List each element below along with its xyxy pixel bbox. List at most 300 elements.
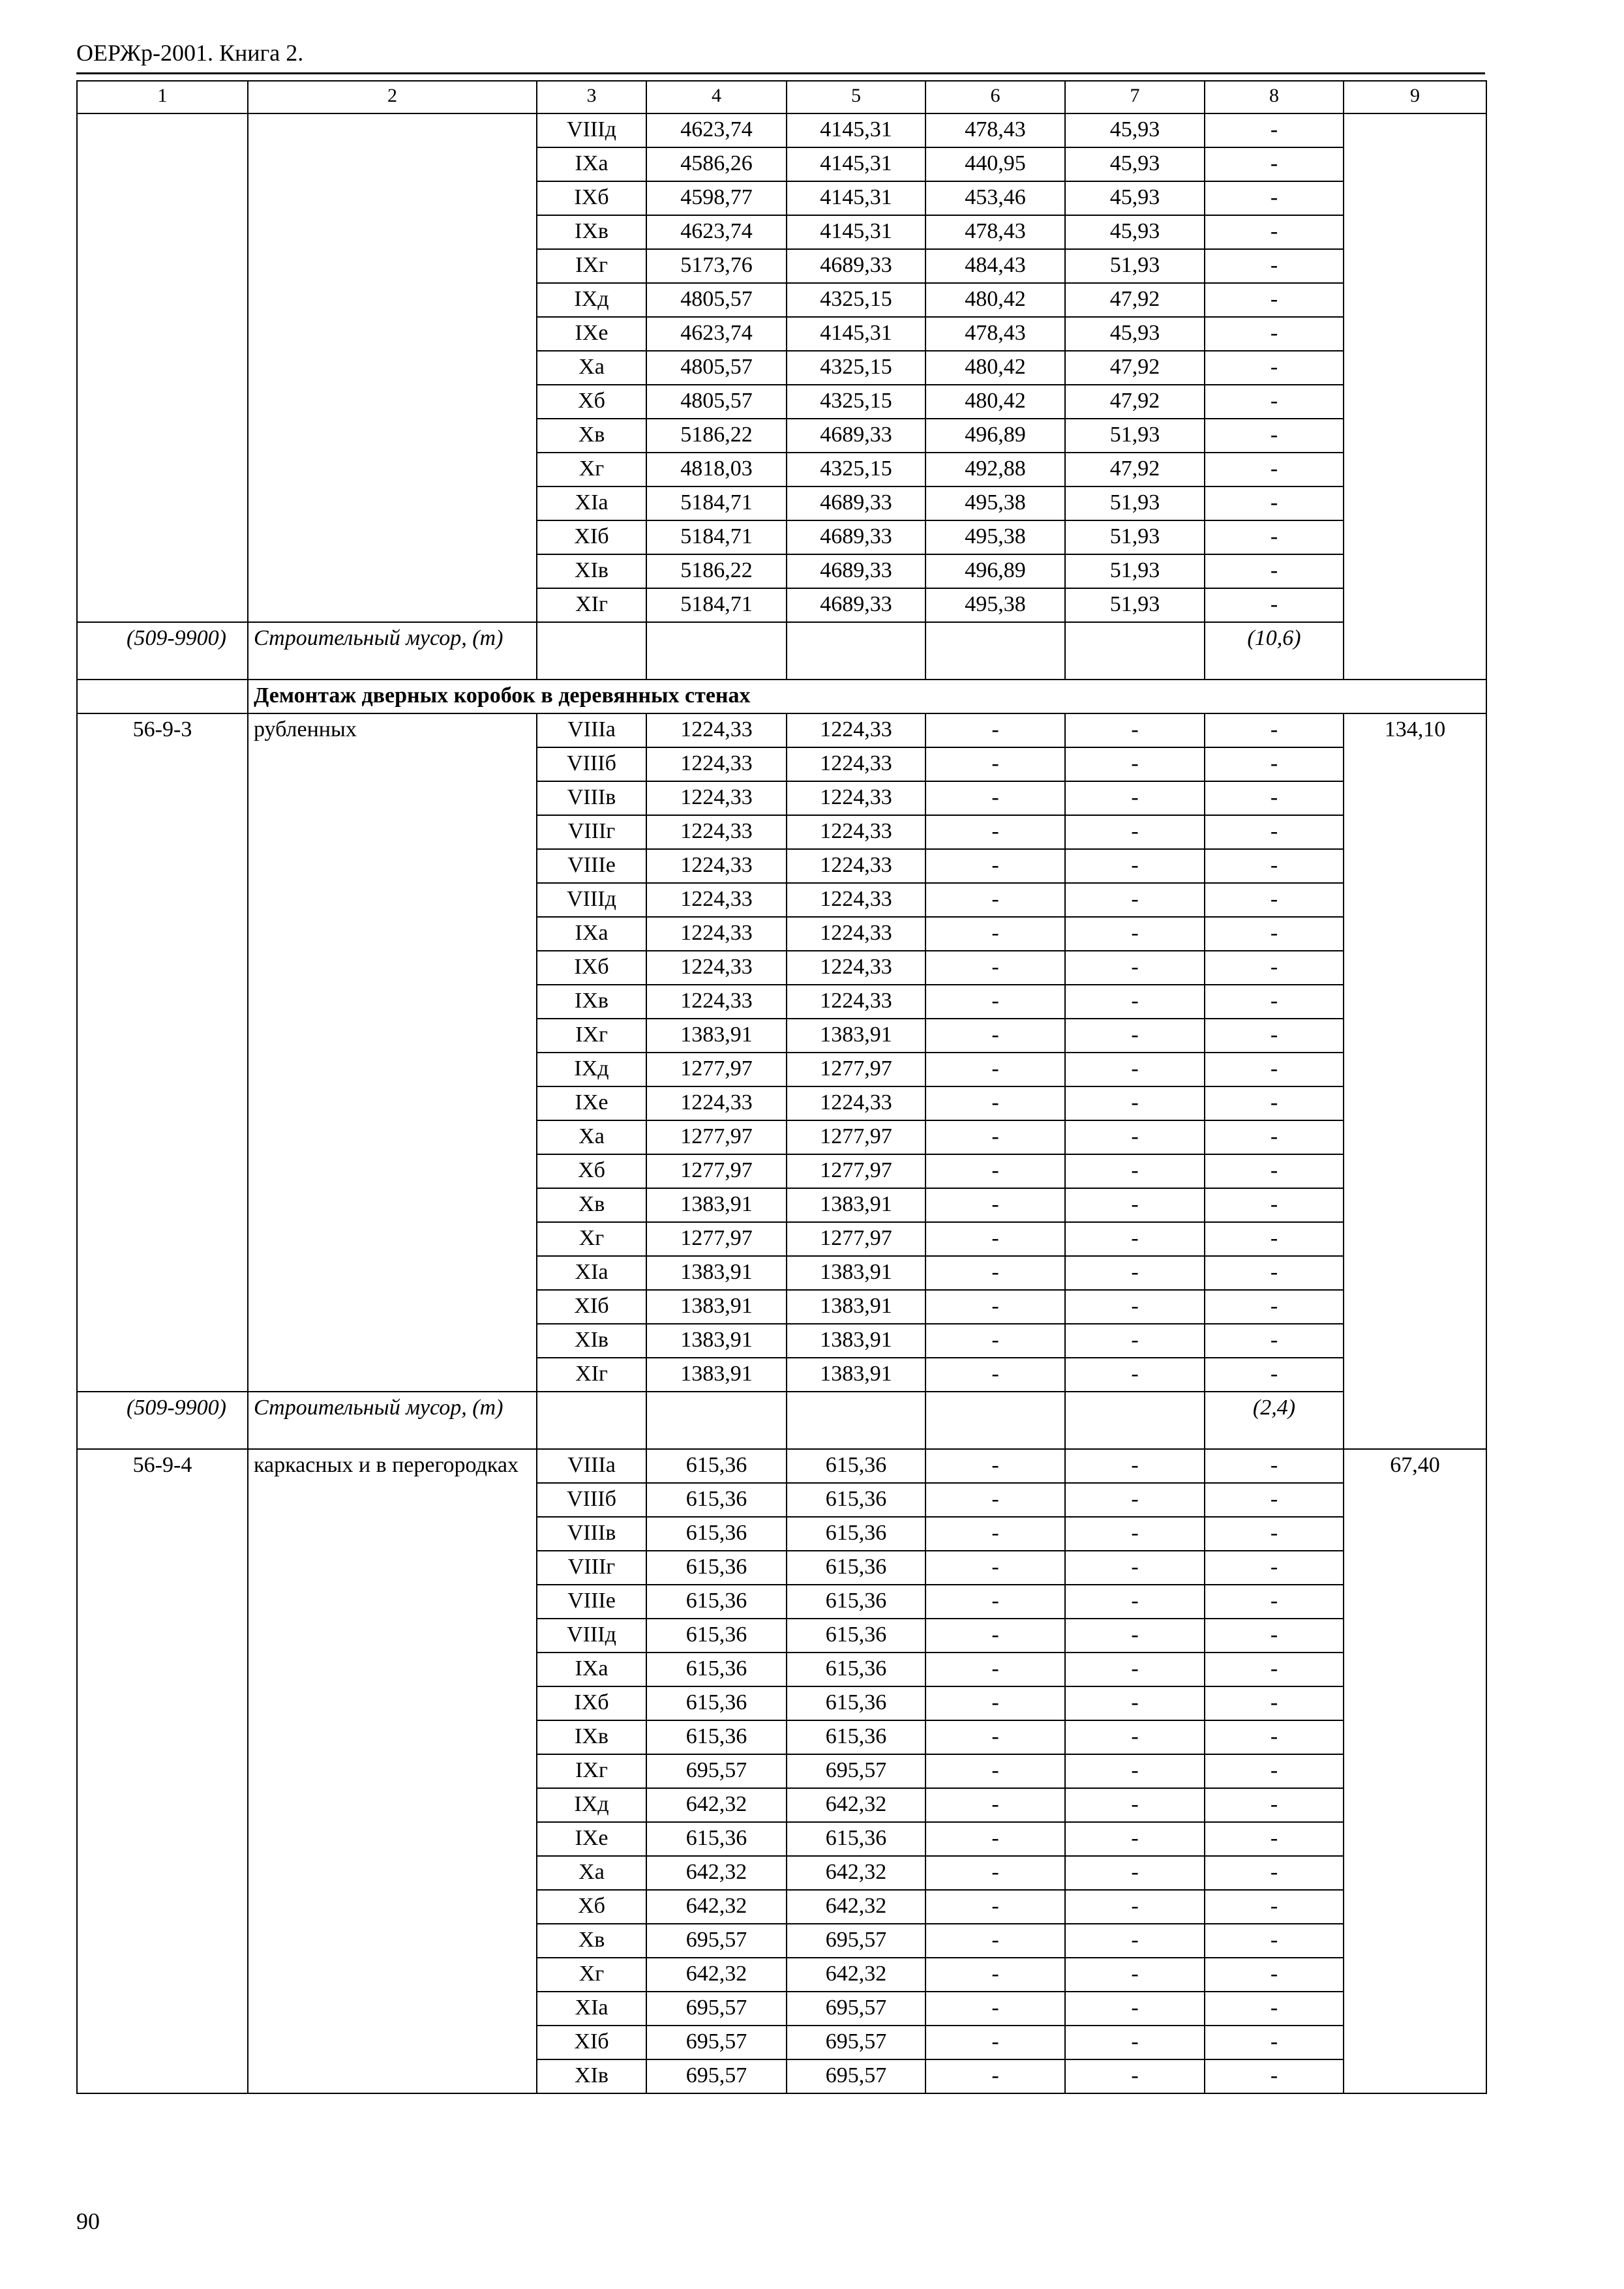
wages-cell: - <box>1065 1483 1205 1517</box>
cost-cell: 615,36 <box>646 1483 787 1517</box>
materials-cell: - <box>1205 1154 1344 1188</box>
zone-cell: Xг <box>537 1958 646 1992</box>
materials-cell: - <box>1205 713 1344 747</box>
machines-cell: - <box>925 1517 1065 1551</box>
machines-cell: - <box>925 1822 1065 1856</box>
wages-cell: - <box>1065 1019 1205 1053</box>
wages-cell: 47,92 <box>1065 351 1205 385</box>
wages-cell: - <box>1065 1822 1205 1856</box>
labor-cell: 695,57 <box>787 2026 925 2059</box>
cost-cell: 5184,71 <box>646 588 787 622</box>
zone-cell: Xб <box>537 385 646 419</box>
wages-cell: - <box>1065 1358 1205 1392</box>
materials-cell: - <box>1205 985 1344 1019</box>
labor-cell: 1383,91 <box>787 1188 925 1222</box>
materials-cell: - <box>1205 317 1344 351</box>
machines-cell: 480,42 <box>925 351 1065 385</box>
zone-cell: XIа <box>537 486 646 520</box>
wages-cell: - <box>1065 1958 1205 1992</box>
materials-cell: - <box>1205 917 1344 951</box>
trash-code-cell <box>77 1392 248 1449</box>
wages-cell: - <box>1065 815 1205 849</box>
cost-cell: 615,36 <box>646 1551 787 1585</box>
wages-cell: - <box>1065 1324 1205 1358</box>
cost-cell: 4805,57 <box>646 283 787 317</box>
wages-cell: - <box>1065 917 1205 951</box>
wages-cell: - <box>1065 1053 1205 1086</box>
labor-cell: 1383,91 <box>787 1324 925 1358</box>
cost-cell: 1277,97 <box>646 1120 787 1154</box>
machines-cell: - <box>925 1585 1065 1619</box>
machines-cell: 496,89 <box>925 419 1065 453</box>
cost-cell: 615,36 <box>646 1822 787 1856</box>
zone-cell: XIг <box>537 1358 646 1392</box>
column-number: 8 <box>1205 81 1344 113</box>
empty-cell <box>925 622 1065 680</box>
wages-cell: - <box>1065 1517 1205 1551</box>
wages-cell: 45,93 <box>1065 181 1205 215</box>
machines-cell: - <box>925 1551 1065 1585</box>
wages-cell: - <box>1065 1856 1205 1890</box>
wages-cell: - <box>1065 1890 1205 1924</box>
labor-cell: 4145,31 <box>787 147 925 181</box>
cost-cell: 615,36 <box>646 1585 787 1619</box>
cost-cell: 4818,03 <box>646 453 787 486</box>
materials-cell: - <box>1205 1992 1344 2026</box>
wages-cell: - <box>1065 747 1205 781</box>
materials-cell: - <box>1205 1517 1344 1551</box>
wages-cell: - <box>1065 2059 1205 2093</box>
wages-cell: - <box>1065 1290 1205 1324</box>
zone-cell: VIIIв <box>537 781 646 815</box>
cost-cell: 642,32 <box>646 1958 787 1992</box>
machines-cell: - <box>925 1019 1065 1053</box>
wages-cell: 45,93 <box>1065 215 1205 249</box>
labor-cell: 1383,91 <box>787 1019 925 1053</box>
zone-cell: VIIIа <box>537 1449 646 1483</box>
item-col9: 67,40 <box>1344 1449 1486 2093</box>
materials-cell: - <box>1205 1720 1344 1754</box>
materials-cell: - <box>1205 1222 1344 1256</box>
materials-cell: - <box>1205 419 1344 453</box>
item-name: рубленных <box>248 713 537 1392</box>
labor-cell: 615,36 <box>787 1517 925 1551</box>
materials-cell: - <box>1205 1754 1344 1788</box>
materials-cell: - <box>1205 1483 1344 1517</box>
zone-cell: IXд <box>537 283 646 317</box>
materials-cell: - <box>1205 520 1344 554</box>
wages-cell: - <box>1065 1992 1205 2026</box>
labor-cell: 642,32 <box>787 1788 925 1822</box>
machines-cell: - <box>925 1992 1065 2026</box>
empty-cell <box>537 622 646 680</box>
materials-cell: - <box>1205 849 1344 883</box>
materials-cell: - <box>1205 1924 1344 1958</box>
column-number: 5 <box>787 81 925 113</box>
labor-cell: 615,36 <box>787 1720 925 1754</box>
cost-cell: 1224,33 <box>646 781 787 815</box>
cost-cell: 1277,97 <box>646 1053 787 1086</box>
wages-cell: 51,93 <box>1065 554 1205 588</box>
zone-cell: IXб <box>537 181 646 215</box>
cost-cell: 695,57 <box>646 1992 787 2026</box>
materials-cell: - <box>1205 1358 1344 1392</box>
cost-cell: 4598,77 <box>646 181 787 215</box>
cost-cell: 1224,33 <box>646 713 787 747</box>
wages-cell: - <box>1065 985 1205 1019</box>
labor-cell: 4689,33 <box>787 249 925 283</box>
machines-cell: 440,95 <box>925 147 1065 181</box>
labor-cell: 1383,91 <box>787 1256 925 1290</box>
materials-cell: - <box>1205 147 1344 181</box>
machines-cell: 478,43 <box>925 215 1065 249</box>
machines-cell: 480,42 <box>925 283 1065 317</box>
empty-cell <box>646 1392 787 1449</box>
machines-cell: - <box>925 1653 1065 1686</box>
machines-cell: - <box>925 713 1065 747</box>
cost-cell: 615,36 <box>646 1449 787 1483</box>
zone-cell: VIIIг <box>537 1551 646 1585</box>
labor-cell: 642,32 <box>787 1890 925 1924</box>
empty-cell <box>787 622 925 680</box>
materials-cell: - <box>1205 1290 1344 1324</box>
labor-cell: 1224,33 <box>787 781 925 815</box>
labor-cell: 695,57 <box>787 2059 925 2093</box>
zone-cell: Xв <box>537 1924 646 1958</box>
labor-cell: 1224,33 <box>787 747 925 781</box>
cost-cell: 615,36 <box>646 1720 787 1754</box>
labor-cell: 4145,31 <box>787 317 925 351</box>
labor-cell: 1277,97 <box>787 1120 925 1154</box>
cost-cell: 5186,22 <box>646 554 787 588</box>
wages-cell: - <box>1065 883 1205 917</box>
column-number-row <box>77 81 1486 113</box>
cost-cell: 695,57 <box>646 2026 787 2059</box>
materials-cell: - <box>1205 1585 1344 1619</box>
wages-cell: - <box>1065 1754 1205 1788</box>
labor-cell: 1224,33 <box>787 917 925 951</box>
wages-cell: - <box>1065 1222 1205 1256</box>
zone-cell: VIIIб <box>537 747 646 781</box>
materials-cell: - <box>1205 249 1344 283</box>
zone-cell: Xа <box>537 1856 646 1890</box>
cost-cell: 4805,57 <box>646 385 787 419</box>
machines-cell: - <box>925 2026 1065 2059</box>
page-number: 90 <box>76 2208 100 2234</box>
column-number: 4 <box>646 81 787 113</box>
labor-cell: 695,57 <box>787 1992 925 2026</box>
zone-cell: XIг <box>537 588 646 622</box>
cost-cell: 1224,33 <box>646 951 787 985</box>
zone-cell: IXа <box>537 1653 646 1686</box>
empty-cell <box>77 680 248 713</box>
labor-cell: 1277,97 <box>787 1053 925 1086</box>
labor-cell: 615,36 <box>787 1483 925 1517</box>
zone-cell: IXв <box>537 1720 646 1754</box>
cost-cell: 642,32 <box>646 1856 787 1890</box>
wages-cell: 51,93 <box>1065 419 1205 453</box>
zone-cell: Xг <box>537 453 646 486</box>
labor-cell: 4689,33 <box>787 419 925 453</box>
wages-cell: - <box>1065 1619 1205 1653</box>
labor-cell: 1224,33 <box>787 951 925 985</box>
empty-cell <box>1065 622 1205 680</box>
materials-cell: - <box>1205 1120 1344 1154</box>
wages-cell: 51,93 <box>1065 486 1205 520</box>
machines-cell: 453,46 <box>925 181 1065 215</box>
materials-cell: - <box>1205 1053 1344 1086</box>
materials-cell: - <box>1205 1551 1344 1585</box>
materials-cell: - <box>1205 747 1344 781</box>
header-rule <box>76 72 1485 74</box>
zone-cell: IXб <box>537 1686 646 1720</box>
zone-cell: IXд <box>537 1053 646 1086</box>
zone-cell: IXв <box>537 215 646 249</box>
cost-cell: 1224,33 <box>646 849 787 883</box>
wages-cell: 51,93 <box>1065 520 1205 554</box>
cost-cell: 4623,74 <box>646 317 787 351</box>
cost-cell: 1383,91 <box>646 1358 787 1392</box>
trash-code-cell <box>77 622 248 680</box>
materials-cell: - <box>1205 2059 1344 2093</box>
wages-cell: - <box>1065 1551 1205 1585</box>
machines-cell: - <box>925 1856 1065 1890</box>
machines-cell: - <box>925 781 1065 815</box>
wages-cell: - <box>1065 781 1205 815</box>
empty-cell <box>925 1392 1065 1449</box>
materials-cell: - <box>1205 1619 1344 1653</box>
labor-cell: 615,36 <box>787 1653 925 1686</box>
machines-cell: 495,38 <box>925 486 1065 520</box>
wages-cell: - <box>1065 1086 1205 1120</box>
zone-cell: IXе <box>537 1086 646 1120</box>
zone-cell: Xб <box>537 1890 646 1924</box>
column-number: 1 <box>77 81 248 113</box>
empty-cell <box>646 622 787 680</box>
labor-cell: 1224,33 <box>787 815 925 849</box>
trash-code: (509-9900) <box>127 1396 226 1420</box>
cost-cell: 1383,91 <box>646 1324 787 1358</box>
materials-cell: - <box>1205 1822 1344 1856</box>
cost-cell: 615,36 <box>646 1686 787 1720</box>
cost-cell: 5173,76 <box>646 249 787 283</box>
wages-cell: - <box>1065 849 1205 883</box>
zone-cell: VIIIе <box>537 1585 646 1619</box>
rates-table <box>76 80 1487 2094</box>
machines-cell: - <box>925 1188 1065 1222</box>
machines-cell: 478,43 <box>925 317 1065 351</box>
labor-cell: 615,36 <box>787 1822 925 1856</box>
zone-cell: XIб <box>537 520 646 554</box>
machines-cell: 492,88 <box>925 453 1065 486</box>
materials-cell: - <box>1205 1856 1344 1890</box>
empty-cell <box>1065 1392 1205 1449</box>
materials-cell: - <box>1205 181 1344 215</box>
machines-cell: - <box>925 1686 1065 1720</box>
materials-cell: - <box>1205 453 1344 486</box>
cost-cell: 1277,97 <box>646 1154 787 1188</box>
labor-cell: 4145,31 <box>787 113 925 147</box>
cost-cell: 5186,22 <box>646 419 787 453</box>
name-cell-empty <box>248 113 537 622</box>
cost-cell: 695,57 <box>646 1924 787 1958</box>
zone-cell: IXа <box>537 917 646 951</box>
labor-cell: 1224,33 <box>787 849 925 883</box>
cost-cell: 1383,91 <box>646 1290 787 1324</box>
item-col9: 134,10 <box>1344 713 1486 1449</box>
materials-cell: - <box>1205 1958 1344 1992</box>
trash-code: (509-9900) <box>127 626 226 650</box>
zone-cell: IXв <box>537 985 646 1019</box>
materials-cell: - <box>1205 2026 1344 2059</box>
labor-cell: 615,36 <box>787 1585 925 1619</box>
labor-cell: 4689,33 <box>787 554 925 588</box>
labor-cell: 1224,33 <box>787 713 925 747</box>
wages-cell: - <box>1065 1120 1205 1154</box>
column-number: 9 <box>1344 81 1486 113</box>
labor-cell: 1277,97 <box>787 1222 925 1256</box>
column-number: 6 <box>925 81 1065 113</box>
labor-cell: 695,57 <box>787 1924 925 1958</box>
machines-cell: - <box>925 1290 1065 1324</box>
column-number: 2 <box>248 81 537 113</box>
item-code: 56-9-3 <box>77 713 248 1392</box>
wages-cell: - <box>1065 1449 1205 1483</box>
zone-cell: VIIIб <box>537 1483 646 1517</box>
cost-cell: 4805,57 <box>646 351 787 385</box>
zone-cell: Xа <box>537 1120 646 1154</box>
wages-cell: 47,92 <box>1065 453 1205 486</box>
trash-row <box>77 622 1486 680</box>
labor-cell: 4325,15 <box>787 283 925 317</box>
machines-cell: - <box>925 1754 1065 1788</box>
cost-cell: 1224,33 <box>646 985 787 1019</box>
cost-cell: 4586,26 <box>646 147 787 181</box>
labor-cell: 615,36 <box>787 1619 925 1653</box>
zone-cell: Xв <box>537 419 646 453</box>
wages-cell: 51,93 <box>1065 588 1205 622</box>
machines-cell: - <box>925 1449 1065 1483</box>
zone-cell: VIIIг <box>537 815 646 849</box>
cost-cell: 1224,33 <box>646 815 787 849</box>
item-code: 56-9-4 <box>77 1449 248 2093</box>
wages-cell: - <box>1065 1686 1205 1720</box>
cost-cell: 642,32 <box>646 1788 787 1822</box>
cost-cell: 5184,71 <box>646 486 787 520</box>
cost-cell: 1224,33 <box>646 747 787 781</box>
cost-cell: 4623,74 <box>646 113 787 147</box>
labor-cell: 642,32 <box>787 1856 925 1890</box>
labor-cell: 1277,97 <box>787 1154 925 1188</box>
table-row <box>77 113 1486 147</box>
zone-cell: XIб <box>537 1290 646 1324</box>
zone-cell: Xв <box>537 1188 646 1222</box>
cost-cell: 1383,91 <box>646 1188 787 1222</box>
labor-cell: 4325,15 <box>787 453 925 486</box>
trash-row <box>77 1392 1486 1449</box>
machines-cell: - <box>925 1619 1065 1653</box>
cost-cell: 1224,33 <box>646 1086 787 1120</box>
cost-cell: 695,57 <box>646 1754 787 1788</box>
wages-cell: 51,93 <box>1065 249 1205 283</box>
table-row <box>77 1449 1486 1483</box>
zone-cell: IXг <box>537 249 646 283</box>
zone-cell: IXг <box>537 1754 646 1788</box>
wages-cell: - <box>1065 1924 1205 1958</box>
labor-cell: 4689,33 <box>787 588 925 622</box>
materials-cell: - <box>1205 1686 1344 1720</box>
materials-cell: - <box>1205 951 1344 985</box>
zone-cell: IXе <box>537 1822 646 1856</box>
page-header-title: ОЕРЖр-2001. Книга 2. <box>76 40 304 66</box>
cost-cell: 615,36 <box>646 1619 787 1653</box>
machines-cell: - <box>925 1958 1065 1992</box>
materials-cell: - <box>1205 1449 1344 1483</box>
labor-cell: 4325,15 <box>787 385 925 419</box>
cost-cell: 5184,71 <box>646 520 787 554</box>
zone-cell: Xа <box>537 351 646 385</box>
wages-cell: - <box>1065 1188 1205 1222</box>
labor-cell: 642,32 <box>787 1958 925 1992</box>
zone-cell: IXе <box>537 317 646 351</box>
machines-cell: 478,43 <box>925 113 1065 147</box>
zone-cell: XIв <box>537 2059 646 2093</box>
materials-cell: - <box>1205 283 1344 317</box>
empty-cell <box>787 1392 925 1449</box>
zone-cell: VIIIе <box>537 849 646 883</box>
zone-cell: XIб <box>537 2026 646 2059</box>
machines-cell: - <box>925 1154 1065 1188</box>
materials-cell: - <box>1205 1653 1344 1686</box>
cost-cell: 695,57 <box>646 2059 787 2093</box>
col9-cell-empty <box>1344 113 1486 680</box>
machines-cell: - <box>925 747 1065 781</box>
materials-cell: - <box>1205 815 1344 849</box>
machines-cell: - <box>925 1120 1065 1154</box>
labor-cell: 1224,33 <box>787 883 925 917</box>
zone-cell: Xб <box>537 1154 646 1188</box>
wages-cell: - <box>1065 1788 1205 1822</box>
machines-cell: 495,38 <box>925 588 1065 622</box>
machines-cell: - <box>925 1358 1065 1392</box>
zone-cell: VIIIв <box>537 1517 646 1551</box>
labor-cell: 1383,91 <box>787 1290 925 1324</box>
cost-cell: 1383,91 <box>646 1256 787 1290</box>
empty-cell <box>537 1392 646 1449</box>
materials-cell: - <box>1205 781 1344 815</box>
zone-cell: XIв <box>537 554 646 588</box>
zone-cell: Xг <box>537 1222 646 1256</box>
cost-cell: 1224,33 <box>646 917 787 951</box>
cost-cell: 1224,33 <box>646 883 787 917</box>
zone-cell: VIIIд <box>537 883 646 917</box>
labor-cell: 615,36 <box>787 1449 925 1483</box>
machines-cell: - <box>925 1924 1065 1958</box>
zone-cell: IXб <box>537 951 646 985</box>
machines-cell: - <box>925 1053 1065 1086</box>
zone-cell: VIIIд <box>537 113 646 147</box>
materials-cell: - <box>1205 1788 1344 1822</box>
machines-cell: - <box>925 883 1065 917</box>
wages-cell: - <box>1065 1154 1205 1188</box>
machines-cell: - <box>925 951 1065 985</box>
labor-cell: 4145,31 <box>787 181 925 215</box>
machines-cell: 484,43 <box>925 249 1065 283</box>
cost-cell: 615,36 <box>646 1517 787 1551</box>
labor-cell: 1224,33 <box>787 1086 925 1120</box>
labor-cell: 1224,33 <box>787 985 925 1019</box>
zone-cell: XIа <box>537 1992 646 2026</box>
